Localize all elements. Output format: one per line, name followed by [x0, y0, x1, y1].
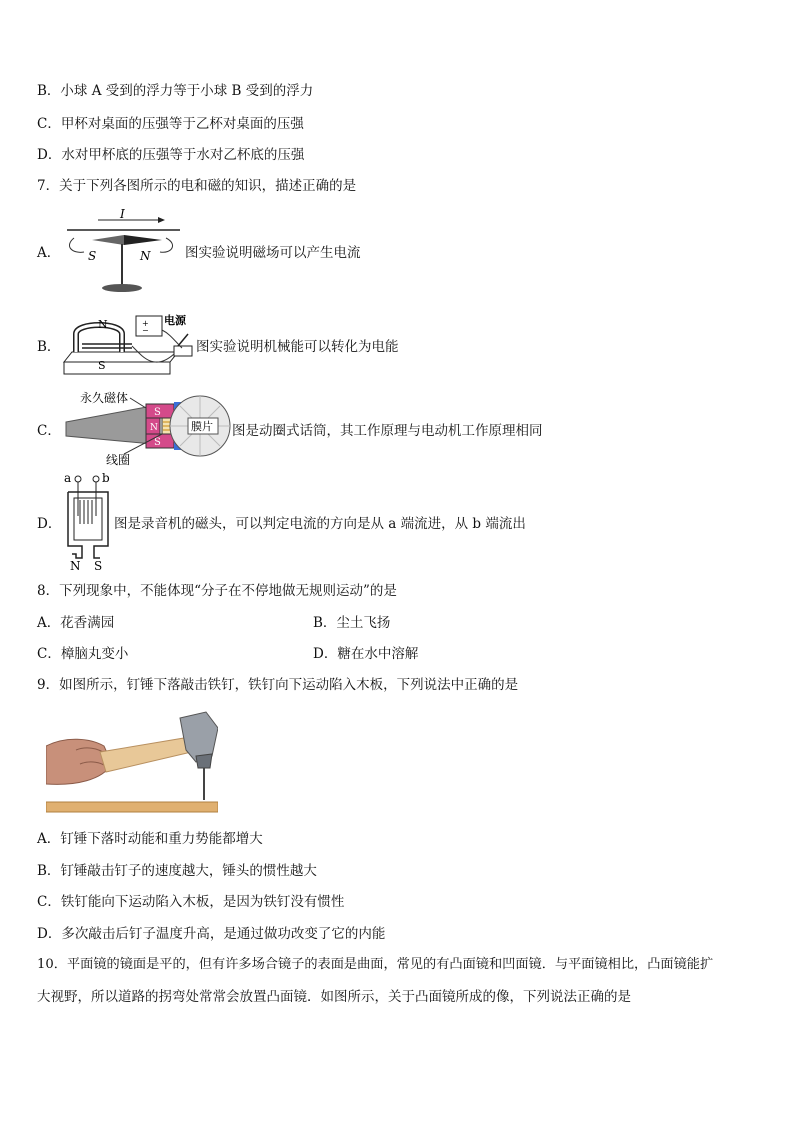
q6-option-c: C．甲杯对桌面的压强等于乙杯对桌面的压强	[37, 116, 304, 132]
q9-option-b: B．钉锤敲击钉子的速度越大，锤头的惯性越大	[37, 863, 317, 879]
q7-option-a-text: 图实验说明磁场可以产生电流	[185, 245, 361, 261]
pole-s-label: S	[94, 559, 103, 573]
diaphragm-label: 膜片	[191, 420, 213, 433]
q8-stem: 8．下列现象中，不能体现“分子在不停地做无规则运动”的是	[37, 583, 397, 599]
magnet-south-label: S	[98, 359, 106, 372]
q8-option-c: C．樟脑丸变小	[37, 646, 129, 662]
terminal-b-label: b	[102, 471, 110, 485]
svg-text:−: −	[142, 326, 149, 335]
q7-option-d-label: D．	[37, 516, 62, 532]
q7-option-a-label: A．	[37, 245, 61, 261]
q6-option-d: D．水对甲杯底的压强等于水对乙杯底的压强	[37, 147, 305, 163]
q8-option-d: D．糖在水中溶解	[313, 646, 419, 662]
magnet-north-label: N	[98, 318, 108, 331]
q7-option-b-text: 图实验说明机械能可以转化为电能	[196, 339, 399, 355]
svg-text:+: +	[142, 319, 149, 328]
q10-stem-line1: 10．平面镜的镜面是平的，但有许多场合镜子的表面是曲面，常见的有凸面镜和凹面镜．与平面镜相比，凸面镜能扩	[37, 957, 714, 972]
q9-stem: 9．如图所示，钉锤下落敲击铁钉，铁钉向下运动陷入木板，下列说法中正确的是	[37, 677, 519, 693]
q7-option-c-label: C．	[37, 423, 61, 439]
q9-option-c: C．铁钉能向下运动陷入木板，是因为铁钉没有惯性	[37, 894, 345, 910]
q10-stem-line2: 大视野，所以道路的拐弯处常常会放置凸面镜．如图所示，关于凸面镜所成的像，下列说法正确的是	[37, 989, 631, 1005]
magnet-s-bottom: S	[154, 437, 161, 448]
q7-option-b-label: B．	[37, 339, 61, 355]
south-pole-label: S	[88, 249, 97, 263]
tape-recorder-head-figure	[62, 470, 118, 574]
north-pole-label: N	[140, 249, 151, 263]
pole-n-label: N	[70, 559, 81, 573]
terminal-a-label: a	[64, 471, 72, 485]
q8-option-a: A．花香满园	[37, 615, 115, 631]
magnet-s-top: S	[154, 407, 161, 418]
q9-option-d: D．多次敲击后钉子温度升高，是通过做功改变了它的内能	[37, 926, 386, 942]
oersted-experiment-figure	[62, 208, 184, 298]
q7-option-c-text: 图是动圈式话筒，其工作原理与电动机工作原理相同	[232, 423, 543, 439]
dynamic-microphone-figure	[62, 388, 234, 468]
magnet-n: N	[150, 423, 158, 433]
q7-stem: 7．关于下列各图所示的电和磁的知识，描述正确的是	[37, 178, 357, 194]
power-supply-label: 电源	[164, 314, 186, 327]
current-label: I	[120, 208, 125, 221]
motor-experiment-figure	[62, 312, 202, 380]
permanent-magnet-label: 永久磁体	[80, 391, 129, 405]
q7-option-d-text: 图是录音机的磁头，可以判定电流的方向是从 a 端流进，从 b 端流出	[114, 516, 526, 532]
q9-option-a: A．钉锤下落时动能和重力势能都增大	[37, 831, 263, 847]
q6-option-b: B．小球 A 受到的浮力等于小球 B 受到的浮力	[37, 83, 314, 99]
q8-option-b: B．尘土飞扬	[313, 615, 391, 631]
coil-label: 线圈	[106, 453, 131, 467]
hammer-nail-photo	[46, 706, 218, 818]
